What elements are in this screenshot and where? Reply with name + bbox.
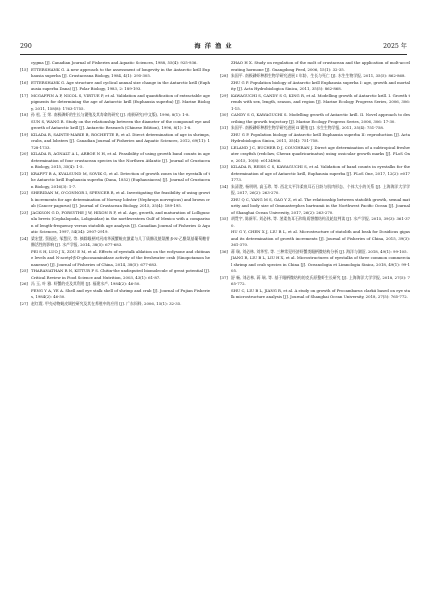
reference-number: [33] [220,164,228,169]
reference-entry [220,132,410,145]
reference-text: 朱清澄, 杨明明, 高玉珍, 等. 西北太平洋柔鱼耳石日龄与肌肉形态、个体大小的关系 [J]. 上海海洋大学学报, 2017, 26(2): 263-270. [231,183,410,195]
reference-text: SUN S, WANG R. Study on the relationship between the diameter of the compound eye and growth of Antarctic krill [J]. Antarctic Research (Chinese Edition), 1996, 8(1): 1-8. [31,118,210,130]
reference-text: 朱国平. 南极磷虾种群生物学研究进展 II 繁殖 [J]. 水生生物学报, 2011, 35(4): 751-758. [231,125,385,130]
reference-text: JACKSON G D, FORSYTHE J W, HIXON R F, et al. Age, growth, and maturation of Lolliguncula brevis (Cephalopoda, Loliginidae) in the northwestern Gulf of Mexico with a comparison of length-frequency versus statolith age analysis [J]. Canadian Journal of Fisheries & Aquatic Sciences, 1997, 54(34): 2907-2919. [31,209,210,234]
reference-number: [34] [220,183,228,189]
reference-entry [20,268,210,281]
reference-number [20,119,31,132]
reference-text: MCGAFFIN A P, NICOL S, VIRTUE P, et al. Validation and quantification of extractable age pigments for determining the age of Antarctic krill (Euphausia superba) [J]. Marine Biology, 2011, 158(8): 1763-1755. [31,92,210,111]
reference-text: KILADA R, AGNALT A L, ARBOE N H, et al. Feasibility of using growth band counts in age determination of four crustacean species in the Northern Atlantic [J]. Journal of Crustacean Biology, 2015, 35(4): 1-5. [31,151,210,169]
reference-continuation: cygma [J]. Canadian Journal of Fisheries and Aquatic Sciences, 1988, 55(4): 925-936. [31,60,198,65]
reference-text: KRAFFT B A, KVALSUND M, SOVIK G, et al. Detection of growth zones in the eyestalk of the Antarctic krill Euphausia superba (Dana, 1852) (Euphausiacea) [J]. Journal of Crustacean Biology, 2016(3): 1-7. [31,170,210,189]
reference-text: JIANG R, LIU B L, LIU H X, et al. Microstructures of eyestalks of three common commercial shrimp and crab species in China [J]. Oceanologia et Limnologia Sinica, 2018, 49(1): 99-105. [231,255,410,273]
reference-number: [15] [20,66,28,72]
reference-entry [20,119,210,132]
reference-number: [19] [20,131,28,137]
reference-entry [20,93,210,113]
header-rule [20,54,407,55]
reference-entry [20,132,210,152]
reference-number: [31] [220,125,228,130]
reference-number [20,288,31,301]
reference-number [220,288,231,301]
reference-text: LELAND J C, BUCHER D J, COUGHRAN J. Direct age determination of a subtropical freshwater crayfish (redclaw, Cherax quadricarinatus) using ossicular growth marks [J]. PLoS One, 2015, 10(8): e0134966. [231,144,410,163]
reference-entry [220,80,410,93]
reference-entry [220,93,410,113]
reference-text: ZHU G P. Population biology of Antarctic krill Euphausia superba II: reproduction [J]. Acta Hydrobiologica Sinica, 2011, 35(4): 751-758. [231,131,410,143]
reference-text: 冯 玉, 叶 雅. 虾蟹的壳及其利用 [J]. 福建水产, 1984(2): 46-50. [31,281,141,286]
reference-number: [23] [20,209,28,215]
reference-text: ETTERSHANK G. Age structure and cyclical annual size change in the Antarctic krill (Euphausia superba Dana) [J]. Polar Biology, 1983, 2: 189-193. [31,79,210,91]
reference-entry [20,190,210,210]
year-volume: 2025 年 [383,43,407,50]
journal-title: 海 洋 渔 业 [194,43,233,50]
reference-text: 朱国平. 南极磷虾种群生物学研究进展 I 年龄、生长与死亡 [J]. 水生生物学报, 2011, 35(5): 862-868. [231,73,406,78]
reference-number [220,80,231,93]
reference-text: 赵红霞. 甲壳动物蜕皮调控研究及其在养殖中的应用 [J]. 广东饲料, 2006, 15(1): 32-35. [31,300,182,306]
reference-text: CANDY S G, KAWAGUCHI S. Modelling growth of Antarctic krill. II. Novel approach to describing the growth trajectory [J]. Marine Ecology Progress Series, 2006, 306: 17-30. [231,112,410,124]
reference-number: [30] [220,112,228,117]
reference-entry [220,112,410,125]
reference-number: [28] [220,73,228,78]
left-column [20,60,210,307]
reference-text: ETTERSHANK G. A new approach to the assessment of longevity in the Antarctic krill Euphausia superba [J]. Crustaceana Biology, 1984, 4(1): 295-305. [31,66,210,78]
reference-entry [20,249,210,269]
reference-entry [20,151,210,171]
reference-number: [20] [20,151,28,156]
reference-text: 蒋 瑞, 刘必林, 刘华雪, 等. 三种常见经济虾蟹类眼柄微结构分析 [J]. 海洋与湖沼, 2018, 49(1): 99-105. [231,248,408,254]
reference-text: THARANATHAN R N, KITTUR F S. Chitin-the undisputed biomolecule of great potential [J]. Critical Review in Food Science and Nutrition, 2003, 43(1): 61-87. [31,268,210,280]
reference-text: SHU C, LIU B L, JIANG R, et al. A study on growth of Procambarus clarkii based on eye stalk microstructure analysis [J]. Journal of Shanghai Ocean University, 2018, 27(5): 765-772. [231,287,410,299]
reference-number: [29] [220,92,228,98]
page-header [20,42,407,52]
reference-text: SHERIDAN M, O'CONNOR I, SPENCER R, et al. Investigating the feasibility of using growth increments for age determination of Norway lobster (Nephrops norvegicus) and brown crab (Cancer pagurus) [J]. Journal of Crustacean Biology, 2015, 35(4): 189-195. [31,190,210,208]
reference-number: [18] [20,112,28,117]
reference-number: [21] [20,170,28,176]
reference-entry [220,216,410,229]
reference-entry [20,301,210,308]
reference-text: KAWAGUCHI S, CANDY S G, KING R, et al. Modelling growth of Antarctic krill. I. Growth trends with sex, length, season, and region [J]. Marine Ecology Progress Series, 2006, 306: 1-15. [231,92,410,111]
reference-text: KILADA R, REISS C S, KAWAGUCHI S, et al. Validation of band counts in eyestalks for the determination of age of Antarctic krill, Euphausia superba [J]. PLoS One, 2017, 12(2): e0171773. [231,164,410,182]
reference-entry [220,145,410,165]
reference-entry [20,210,210,236]
reference-number: [36] [220,248,228,254]
reference-text: ZHU G P. Population biology of Antarctic krill Euphausia superba I: age, growth and mortality [J]. Acta Hydrobiologica Sinica, 2011, 35(5): 862-868. [231,79,410,91]
reference-text: PEI S H, LUO J X, ZOU E M, et al. Effects of eyestalk ablation on the ecdysone and chitinase levels and N-acetyl-β-D-glucosaminidase activity of the freshwater crab (Sinopotamon henanense) [J]. Journal of Fisheries of China, 2014, 38(5): 677-683. [31,248,210,267]
reference-text: FENG Y A, YE A. Shell and eye stalk shell of shrimp and crab [J]. Journal of Fujian Fisheries, 1984(2): 46-50. [31,287,210,299]
reference-number [220,229,231,249]
reference-number: [16] [20,79,28,85]
reference-number: [35] [220,216,228,221]
reference-entry [220,184,410,197]
reference-number: [26] [20,281,28,286]
reference-text: 梁宏慧, 蔡振伦, 邹慧民, 等. 摘除眼柄对河南华溪蟹蜕皮激素与几丁质酶及胱氨酸 β-N-乙酰氨基葡萄糖苷酶活性的影响 [J]. 水产学报, 2014, 38(5): 677-683. [31,235,210,247]
reference-number: [27] [20,300,28,306]
reference-continuation: ZHAO H X. Study on regulation of the molt of crustacean and the application of molt-accelerating hormone [J]. Guangdong Feed, 2006, 15(1): 32-35. [231,60,410,72]
reference-text: HU G Y, CHEN X J, LIU B L, et al. Microstructure of statolith and beak for Dosidicus gigas and its determination of growth increments [J]. Journal of Fisheries of China, 2015, 39(3): 361-370. [231,229,410,247]
reference-number: [22] [20,190,28,195]
reference-entry [220,288,410,301]
reference-number [20,249,31,269]
reference-number: [17] [20,92,28,98]
reference-number: [24] [20,235,28,241]
reference-entry [20,288,210,301]
reference-text: ZHU Q C, YANG M S, GAO Y Z, et al. The relationship between statolith growth, sexual maturity and body size of Ommastrephes bartramii in the Northwest Pacific Ocean [J]. Journal of Shanghai Ocean University, 2017, 26(2): 263-270. [231,196,410,215]
page-number: 290 [20,43,32,50]
reference-entry [20,67,210,80]
reference-number [220,132,231,145]
reference-text: 胡贯宇, 陈新军, 刘必林, 等. 茎柔鱼耳石和角质颚微结构及轮纹判读 [J]. 水产学报, 2015, 39(3): 361-370. [231,216,410,228]
reference-number: [37] [220,274,228,280]
reference-entry [220,197,410,217]
reference-entry [20,236,210,249]
reference-entry [220,164,410,184]
reference-number: [32] [220,144,228,150]
reference-entry [220,275,410,288]
reference-number [220,255,231,275]
reference-text: 孙 松, 王 荣. 南极磷虾的生长与繁殖及其寿命的研究 [J]. 南极研究(中文版), 1996, 8(1): 1-8. [31,112,190,117]
reference-entry [220,255,410,275]
right-column [220,60,410,301]
reference-text: 舒 畅, 刘必林, 蒋 瑞, 等. 基于眼柄微结构的克氏原螯虾生长研究 [J]. 上海海洋大学学报, 2018, 27(5): 765-772. [231,274,410,286]
reference-entry [20,171,210,191]
reference-entry [220,229,410,249]
reference-entry [20,80,210,93]
reference-text: KILADA R, SAINTE-MARIE B, ROCHETTE R, et al. Direct determination of age in shrimps, crabs, and lobsters [J]. Canadian Journal of Fisheries and Aquatic Sciences, 2012, 69(11): 1728-1733. [31,131,210,150]
reference-number: [25] [20,268,28,273]
reference-number [220,197,231,217]
